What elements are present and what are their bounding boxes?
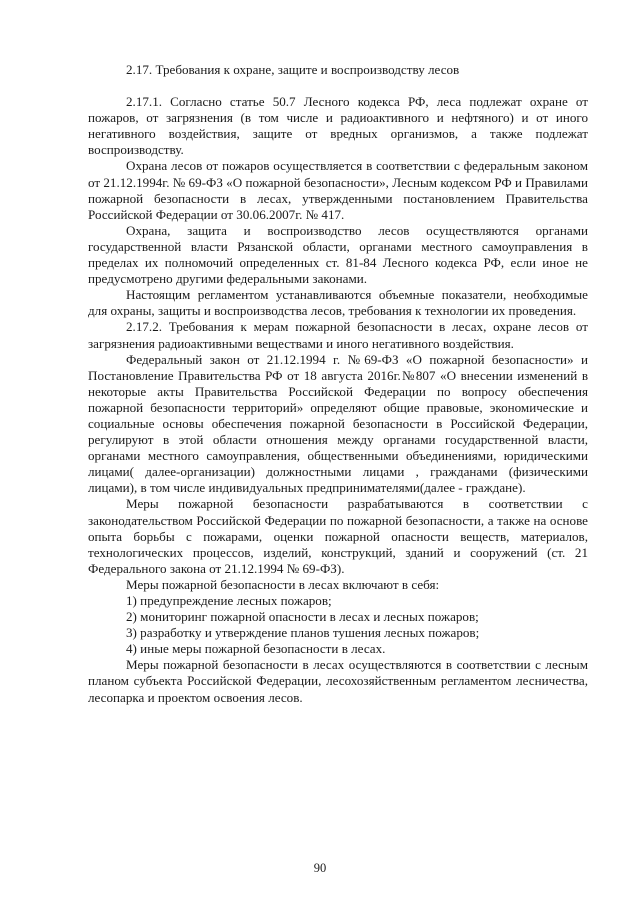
list-item-3: 3) разработку и утверждение планов тушения лесных пожаров; bbox=[126, 625, 480, 641]
list-item-2: 2) мониторинг пожарной опасности в лесах и лесных пожаров; bbox=[126, 609, 479, 625]
section-heading: 2.17. Требования к охране, защите и воспроизводству лесов bbox=[126, 62, 460, 77]
list-item-4: 4) иные меры пожарной безопасности в лесах. bbox=[126, 641, 386, 657]
paragraph-2: Охрана лесов от пожаров осуществляется в соответствии с федеральным законом от 21.12.1994г. № 69-ФЗ «О пожарной безопасности», Лесным кодексом РФ и Правилами пожарной безопасности в лесах, утвержденными постановлением Правительства Российской Федерации от 30.06.2007г. № 417. bbox=[88, 158, 588, 222]
paragraph-1: 2.17.1. Согласно статье 50.7 Лесного кодекса РФ, леса подлежат охране от пожаров, от загрязнения (в том числе и радиоактивного и нефтяного) и от иного негативного воздействия, защите от вредных организмов, а также подлежат воспроизводству. bbox=[88, 94, 588, 158]
paragraph-7: Меры пожарной безопасности разрабатываются в соответствии с законодательством Российской Федерации по пожарной безопасности, а также на основе опыта борьбы с пожарами, оценки пожарной опасности веществ, материалов, технологических процессов, изделий, конструкций, зданий и сооружений (ст. 21 Федерального закона от 21.12.1994 № 69-ФЗ). bbox=[88, 496, 588, 576]
document-body bbox=[88, 62, 588, 706]
list-item-1: 1) предупреждение лесных пожаров; bbox=[126, 593, 332, 608]
closing-paragraph: Меры пожарной безопасности в лесах осуществляются в соответствии с лесным планом субъекта Российской Федерации, лесохозяйственным регламентом лесничества, лесопарка и проектом освоения лесов. bbox=[88, 657, 588, 705]
paragraph-3: Охрана, защита и воспроизводство лесов осуществляются органами государственной власти Рязанской области, органами местного самоуправления в пределах их полномочий определенных ст. 81-84 Лесного кодекса РФ, если иное не предусмотрено другими федеральными законами. bbox=[88, 222, 588, 287]
page-number: 90 bbox=[313, 861, 327, 875]
paragraph-6: Федеральный закон от 21.12.1994 г. №69-ФЗ «О пожарной безопасности» и Постановление Правительства РФ от 18 августа 2016г.№807 «О внесении изменений в некоторые акты Правительства Российской Федерации по вопросу обеспечения пожарной безопасности территорий» определяют общие правовые, экономические и социальные основы обеспечения пожарной безопасности в Российской Федерации, регулируют в этой области отношения между органами государственной власти, органами местного самоуправления, общественными объединениями, юридическими лицами( далее-организации) должностными лицами , гражданами (физическими лицами), в том числе индивидуальных предпринимателями(далее - граждане). bbox=[88, 351, 588, 496]
paragraph-8: Меры пожарной безопасности в лесах включают в себя: bbox=[126, 576, 440, 592]
paragraph-5: 2.17.2. Требования к мерам пожарной безопасности в лесах, охране лесов от загрязнения радиоактивными веществами и иного негативного воздействия. bbox=[88, 319, 588, 351]
paragraph-4: Настоящим регламентом устанавливаются объемные показатели, необходимые для охраны, защиты и воспроизводства лесов, требования к технологии их проведения. bbox=[88, 287, 588, 319]
